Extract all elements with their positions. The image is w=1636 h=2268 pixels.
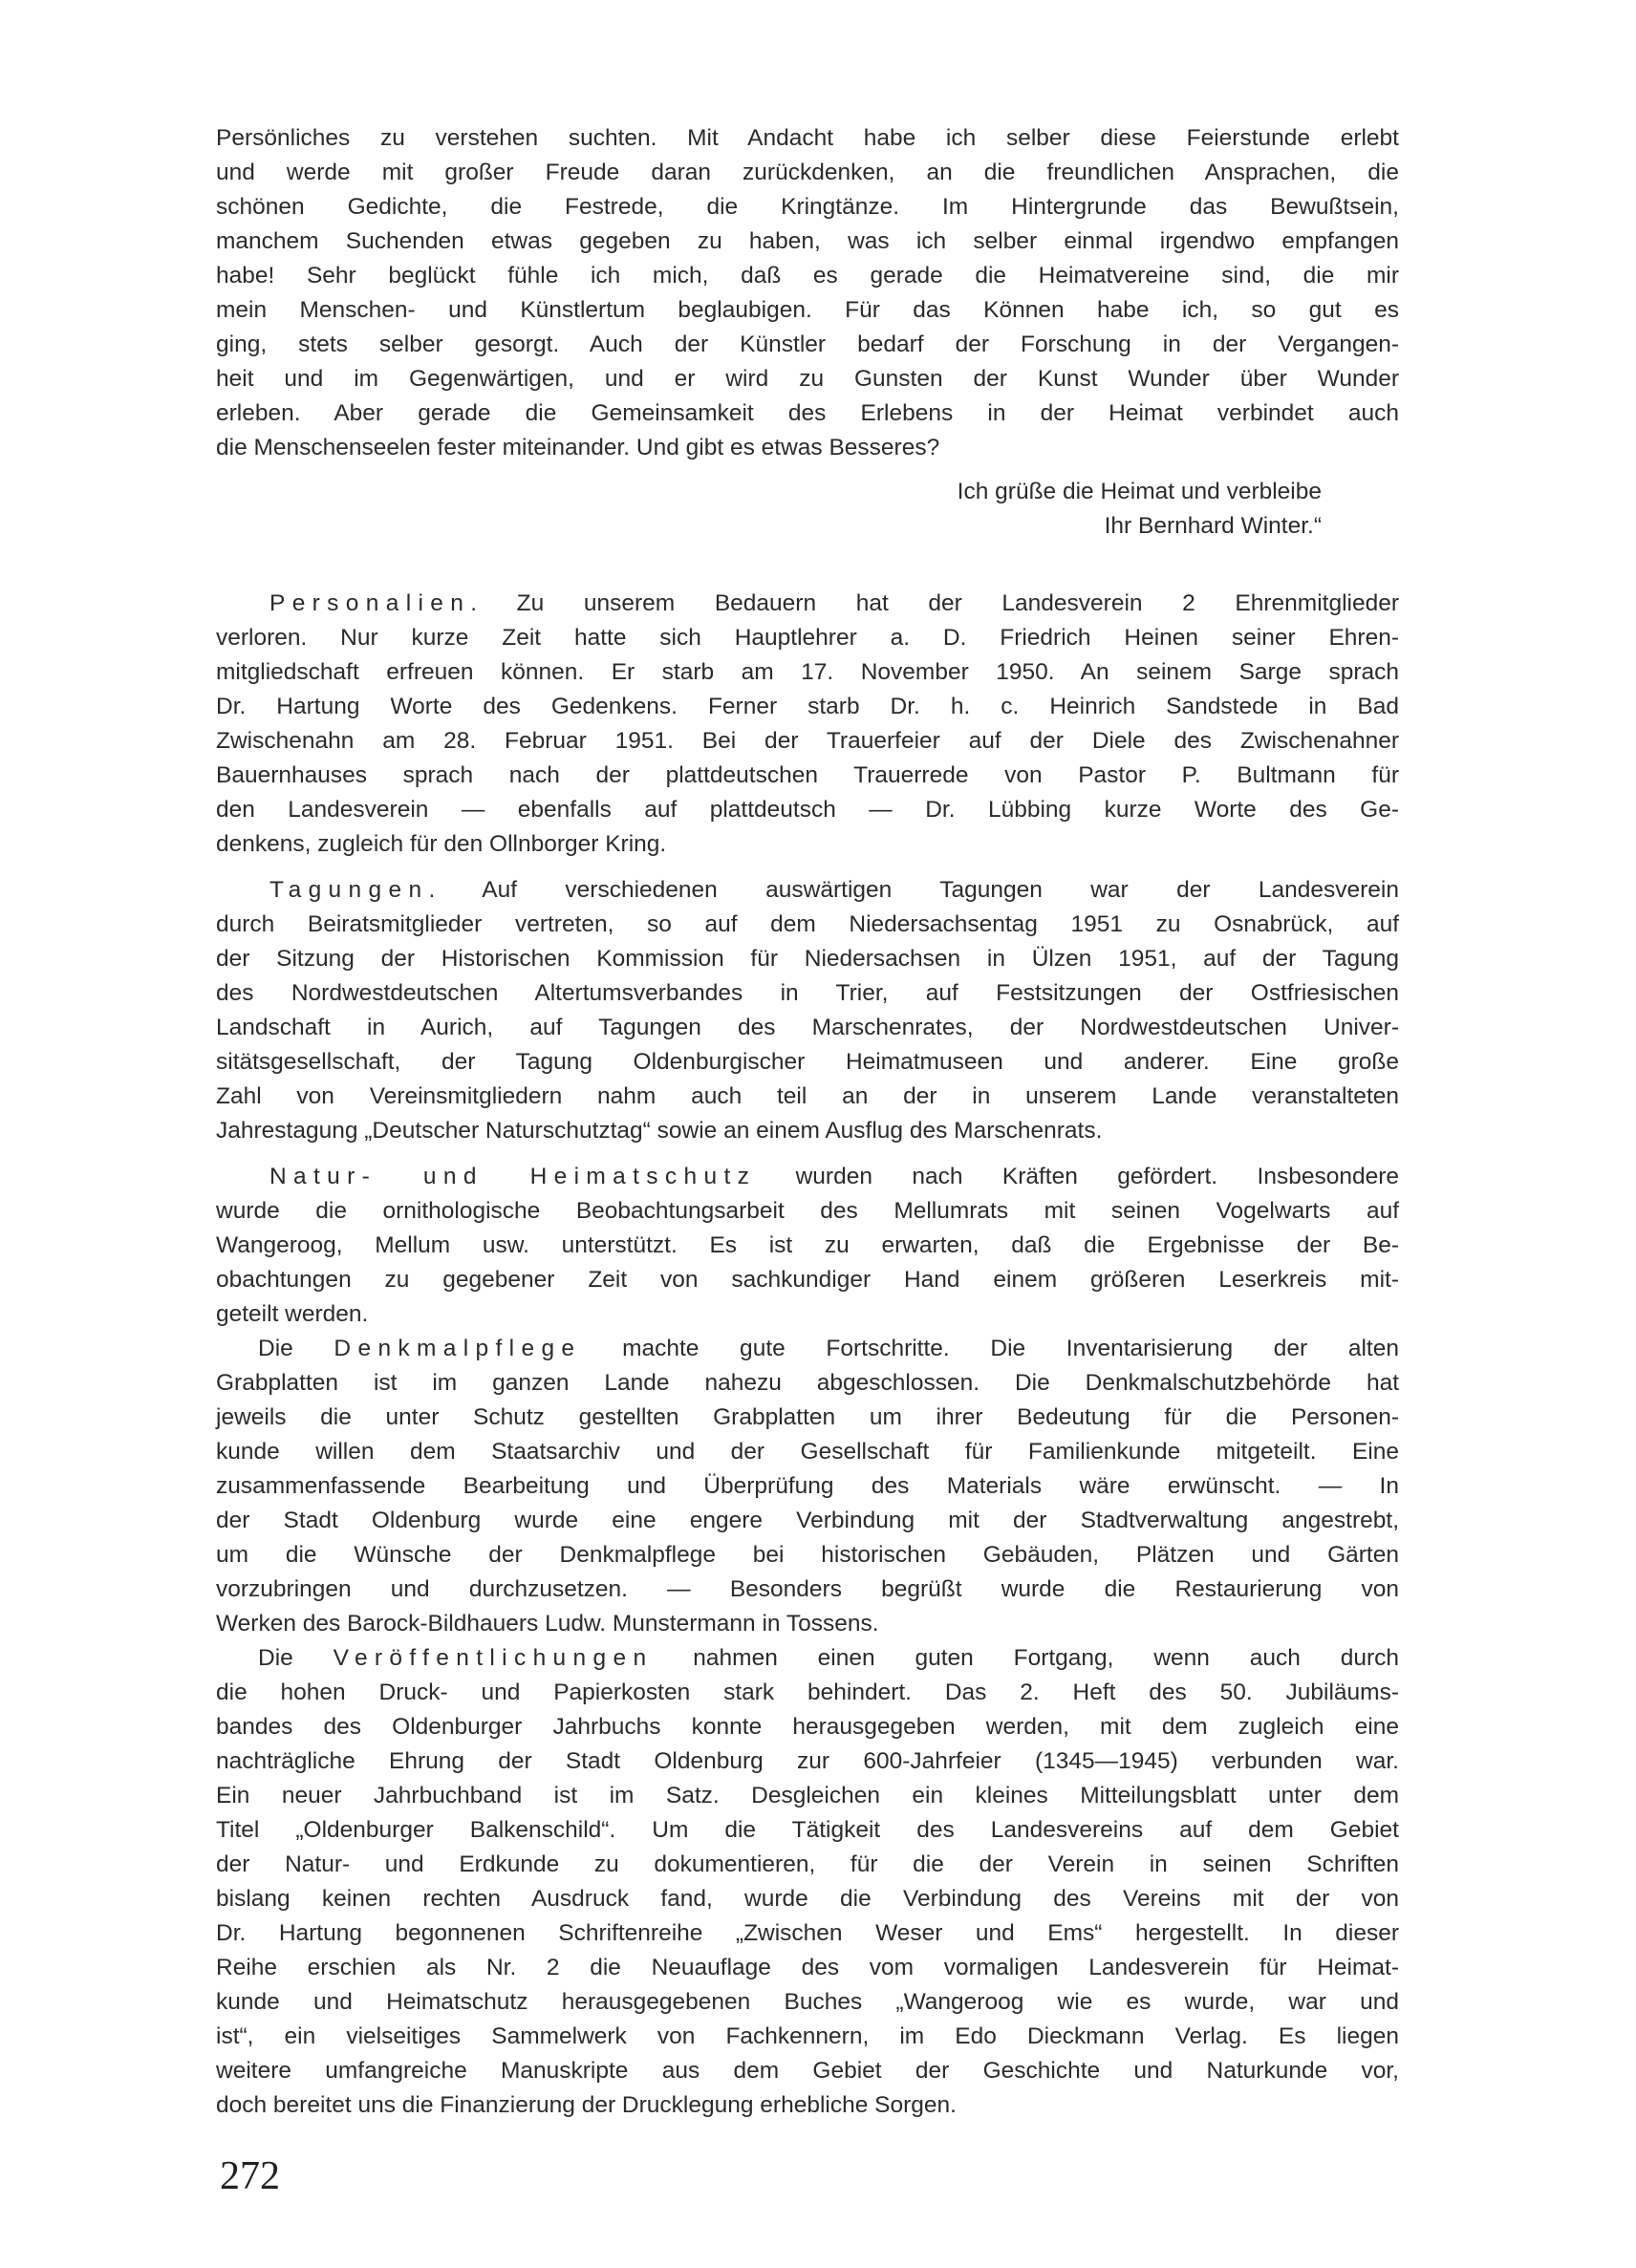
text-line: Zwischenahn am 28. Februar 1951. Bei der Trauerfeier auf der Diele des Zwischenahner xyxy=(216,728,1399,754)
text-line: geteilt werden. xyxy=(216,1301,369,1327)
section-first-line xyxy=(269,1160,1399,1194)
text-line: ist“, ein vielseitiges Sammelwerk von Fachkennern, im Edo Dieckmann Verlag. Es liegen xyxy=(216,2023,1399,2049)
section-first-line xyxy=(269,587,1399,621)
text-line: Bauernhauses sprach nach der plattdeutschen Trauerrede von Pastor P. Bultmann für xyxy=(216,762,1399,788)
text-line: der Stadt Oldenburg wurde eine engere Verbindung mit der Stadtverwaltung angestrebt, xyxy=(216,1508,1399,1533)
section-text: . Zu unserem Bedauern hat der Landesverein 2 Ehrenmitglieder xyxy=(470,590,1399,616)
section-natur-heimatschutz xyxy=(216,1160,1399,1332)
closing-greeting: Ich grüße die Heimat und verbleibe xyxy=(957,479,1322,504)
text-line: kunde und Heimatschutz herausgegebenen Buches „Wangeroog wie es wurde, war und xyxy=(216,1989,1399,2015)
text-line: ging, stets selber gesorgt. Auch der Künstler bedarf der Forschung in der Vergangen- xyxy=(216,332,1399,357)
section-text: wurden nach Kräften gefördert. Insbesondere xyxy=(756,1164,1399,1189)
section-prefix: Die xyxy=(258,1645,334,1671)
text-line: bandes des Oldenburger Jahrbuchs konnte herausgegeben werden, mit dem zugleich eine xyxy=(216,1714,1399,1740)
section-denkmalpflege xyxy=(216,1332,1399,1641)
text-line: habe! Sehr beglückt fühle ich mich, daß es gerade die Heimatvereine sind, die mir xyxy=(216,263,1399,289)
text-line: der Sitzung der Historischen Kommission für Niedersachsen in Ülzen 1951, auf der Tagung xyxy=(216,946,1399,972)
page-text xyxy=(216,121,1399,2123)
section-first-line xyxy=(258,1332,1399,1366)
section-heading: Personalien xyxy=(269,590,471,616)
text-line: doch bereitet uns die Finanzierung der Drucklegung erhebliche Sorgen. xyxy=(216,2092,957,2118)
text-line: nachträgliche Ehrung der Stadt Oldenburg zur 600-Jahrfeier (1345—1945) verbunden war. xyxy=(216,1748,1399,1774)
text-line: um die Wünsche der Denkmalpflege bei historischen Gebäuden, Plätzen und Gärten xyxy=(216,1542,1399,1568)
section-text: nahmen einen guten Fortgang, wenn auch durch xyxy=(653,1645,1399,1671)
text-line: Grabplatten ist im ganzen Lande nahezu abgeschlossen. Die Denkmalschutzbehörde hat xyxy=(216,1370,1399,1396)
closing-signature: Ihr Bernhard Winter.“ xyxy=(1104,513,1322,539)
text-line: des Nordwestdeutschen Altertumsverbandes in Trier, auf Festsitzungen der Ostfriesischen xyxy=(216,980,1399,1006)
text-line: obachtungen zu gegebener Zeit von sachkundiger Hand einem größeren Leserkreis mit- xyxy=(216,1267,1399,1293)
text-line: Reihe erschien als Nr. 2 die Neuauflage des vom vormaligen Landesverein für Heimat- xyxy=(216,1955,1399,1980)
text-line: manchem Suchenden etwas gegeben zu haben, was ich selber einmal irgendwo empfangen xyxy=(216,228,1399,254)
section-personalien xyxy=(216,587,1399,862)
section-text: machte gute Fortschritte. Die Inventarisierung der alten xyxy=(581,1336,1399,1361)
text-line: den Landesverein — ebenfalls auf plattdeutsch — Dr. Lübbing kurze Worte des Ge- xyxy=(216,797,1399,823)
text-line: jeweils die unter Schutz gestellten Grabplatten um ihrer Bedeutung für die Personen- xyxy=(216,1404,1399,1430)
text-line: mein Menschen- und Künstlertum beglaubigen. Für das Können habe ich, so gut es xyxy=(216,297,1399,323)
text-line: weitere umfangreiche Manuskripte aus dem Gebiet der Geschichte und Naturkunde vor, xyxy=(216,2058,1399,2084)
text-line: Werken des Barock-Bildhauers Ludw. Munstermann in Tossens. xyxy=(216,1611,879,1637)
section-prefix: Die xyxy=(258,1336,334,1361)
text-line: Landschaft in Aurich, auf Tagungen des Marschenrates, der Nordwestdeutschen Univer- xyxy=(216,1015,1399,1040)
section-first-line xyxy=(269,873,1399,908)
text-line: Wangeroog, Mellum usw. unterstützt. Es ist zu erwarten, daß die Ergebnisse der Be- xyxy=(216,1232,1399,1258)
text-line: durch Beiratsmitglieder vertreten, so auf dem Niedersachsentag 1951 zu Osnabrück, auf xyxy=(216,911,1399,937)
page-number: 272 xyxy=(220,2154,280,2198)
text-line: Titel „Oldenburger Balkenschild“. Um die Tätigkeit des Landesvereins auf dem Gebiet xyxy=(216,1817,1399,1843)
text-line: vorzubringen und durchzusetzen. — Besonders begrüßt wurde die Restaurierung von xyxy=(216,1576,1399,1602)
text-line: sitätsgesellschaft, der Tagung Oldenburgischer Heimatmuseen und anderer. Eine große xyxy=(216,1049,1399,1075)
section-heading: Veröffentlichungen xyxy=(333,1645,654,1671)
text-line: bislang keinen rechten Ausdruck fand, wurde die Verbindung des Vereins mit der von xyxy=(216,1886,1399,1912)
text-line: kunde willen dem Staatsarchiv und der Gesellschaft für Familienkunde mitgeteilt. Eine xyxy=(216,1439,1399,1465)
section-veroeffentlichungen xyxy=(216,1641,1399,2123)
text-line: wurde die ornithologische Beobachtungsarbeit des Mellumrats mit seinen Vogelwarts auf xyxy=(216,1198,1399,1224)
text-line: Zahl von Vereinsmitgliedern nahm auch teil an der in unserem Lande veranstalteten xyxy=(216,1083,1399,1109)
text-line: zusammenfassende Bearbeitung und Überprüfung des Materials wäre erwünscht. — In xyxy=(216,1473,1399,1499)
text-line: und werde mit großer Freude daran zurückdenken, an die freundlichen Ansprachen, die xyxy=(216,160,1399,185)
section-heading: Natur- und Heimatschutz xyxy=(269,1164,757,1189)
text-line: Persönliches zu verstehen suchten. Mit Andacht habe ich selber diese Feierstunde erlebt xyxy=(216,125,1399,151)
text-line: die hohen Druck- und Papierkosten stark behindert. Das 2. Heft des 50. Jubiläums- xyxy=(216,1680,1399,1705)
text-line: Jahrestagung „Deutscher Naturschutztag“ sowie an einem Ausflug des Marschenrats. xyxy=(216,1118,1103,1144)
section-text: . Auf verschiedenen auswärtigen Tagungen war der Landesverein xyxy=(428,877,1399,903)
text-line: Dr. Hartung Worte des Gedenkens. Ferner starb Dr. h. c. Heinrich Sandstede in Bad xyxy=(216,694,1399,719)
section-heading: Tagungen xyxy=(269,877,429,903)
text-line: denkens, zugleich für den Ollnborger Kring. xyxy=(216,831,667,857)
text-line: verloren. Nur kurze Zeit hatte sich Hauptlehrer a. D. Friedrich Heinen seiner Ehren- xyxy=(216,625,1399,651)
section-tagungen xyxy=(216,873,1399,1148)
text-line: schönen Gedichte, die Festrede, die Kringtänze. Im Hintergrunde das Bewußtsein, xyxy=(216,194,1399,220)
section-first-line xyxy=(258,1641,1399,1676)
section-heading: Denkmalpflege xyxy=(334,1336,582,1361)
text-line: heit und im Gegenwärtigen, und er wird zu Gunsten der Kunst Wunder über Wunder xyxy=(216,366,1399,392)
intro-paragraph xyxy=(216,121,1399,465)
text-line: erleben. Aber gerade die Gemeinsamkeit des Erlebens in der Heimat verbindet auch xyxy=(216,400,1399,426)
text-line: Ein neuer Jahrbuchband ist im Satz. Desgleichen ein kleines Mitteilungsblatt unter dem xyxy=(216,1783,1399,1808)
text-line: mitgliedschaft erfreuen können. Er starb am 17. November 1950. An seinem Sarge sprach xyxy=(216,659,1399,685)
text-line: Dr. Hartung begonnenen Schriftenreihe „Zwischen Weser und Ems“ hergestellt. In dieser xyxy=(216,1920,1399,1946)
text-line: der Natur- und Erdkunde zu dokumentieren, für die der Verein in seinen Schriften xyxy=(216,1851,1399,1877)
text-line: die Menschenseelen fester miteinander. Und gibt es etwas Besseres? xyxy=(216,435,940,460)
